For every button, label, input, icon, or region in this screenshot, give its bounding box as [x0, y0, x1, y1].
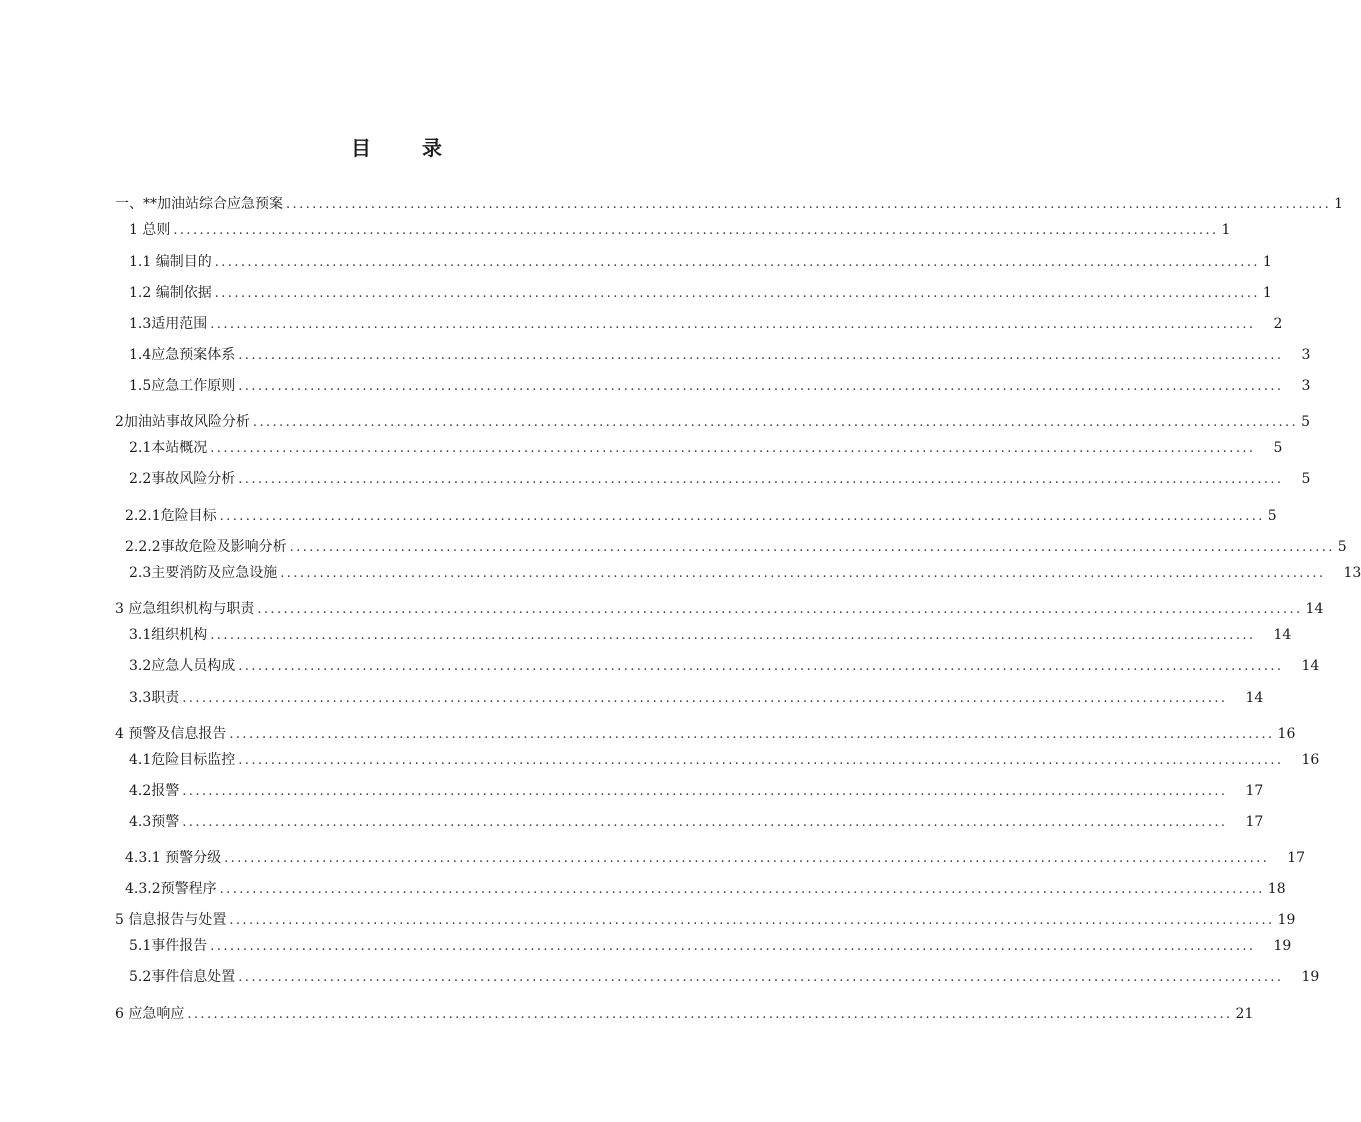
toc-entry-label: 4.3预警	[129, 814, 180, 830]
toc-entry[interactable]	[129, 936, 1292, 956]
toc-entry-page: 5	[1267, 508, 1277, 524]
dot-leader: ................................................................................................................................................................	[238, 970, 1284, 985]
toc-entry-label: 2.1本站概况	[129, 440, 208, 456]
toc-entry-label: 4.3.1 预警分级	[125, 850, 222, 866]
toc-entry-page: 13	[1343, 565, 1361, 581]
toc-entry-page: 19	[1277, 912, 1296, 928]
toc-entry-label: 1.3适用范围	[129, 316, 208, 332]
toc-entry[interactable]	[125, 506, 1277, 526]
toc-entry-label: 4.1危险目标监控	[129, 752, 236, 768]
toc-entry-label: 3 应急组织机构与职责	[115, 601, 255, 617]
toc-entry-page: 16	[1277, 726, 1296, 742]
toc-entry-page: 1	[1262, 285, 1272, 301]
toc-entry-label: 5.2事件信息处置	[129, 969, 236, 985]
toc-entry-page: 19	[1273, 938, 1292, 954]
dot-leader: ................................................................................................................................................................	[224, 851, 1270, 866]
dot-leader: ................................................................................................................................................................	[210, 939, 1256, 954]
toc-entry-label: 一、**加油站综合应急预案	[115, 196, 283, 212]
toc-entry[interactable]	[125, 879, 1286, 899]
toc-entry[interactable]	[129, 656, 1320, 676]
toc-entry-page: 14	[1245, 690, 1264, 706]
toc-entry[interactable]	[129, 563, 1361, 583]
toc-entry-page: 14	[1273, 627, 1292, 643]
toc-entry[interactable]	[129, 688, 1264, 708]
toc-entry-page: 14	[1305, 601, 1324, 617]
dot-leader: ................................................................................................................................................................	[280, 566, 1326, 581]
toc-entry[interactable]	[115, 599, 1324, 619]
dot-leader: ................................................................................................................................................................	[257, 602, 1303, 617]
toc-entry[interactable]	[129, 252, 1272, 272]
dot-leader: ................................................................................................................................................................	[289, 540, 1335, 555]
toc-entry-label: 1.4应急预案体系	[129, 347, 236, 363]
toc-entry[interactable]	[129, 967, 1320, 987]
toc-entry-label: 4.3.2预警程序	[125, 881, 217, 897]
toc-entry[interactable]	[125, 537, 1347, 557]
toc-entry[interactable]	[129, 469, 1311, 489]
toc-entry-label: 3.3职责	[129, 690, 180, 706]
toc-entry-label: 4 预警及信息报告	[115, 726, 227, 742]
dot-leader: ................................................................................................................................................................	[238, 659, 1284, 674]
toc-entry[interactable]	[115, 1004, 1254, 1024]
dot-leader: ................................................................................................................................................................	[210, 628, 1256, 643]
toc-entry[interactable]	[129, 220, 1231, 240]
toc-entry[interactable]	[129, 314, 1283, 334]
toc-entry-page: 17	[1245, 814, 1264, 830]
dot-leader: ................................................................................................................................................................	[173, 223, 1219, 238]
toc-entry-page: 18	[1267, 881, 1286, 897]
dot-leader: ................................................................................................................................................................	[238, 472, 1284, 487]
dot-leader: ................................................................................................................................................................	[214, 286, 1260, 301]
dot-leader: ................................................................................................................................................................	[229, 727, 1275, 742]
toc-entry-label: 5.1事件报告	[129, 938, 208, 954]
toc-entry-page: 3	[1301, 378, 1311, 394]
toc-entry-page: 2	[1273, 316, 1283, 332]
toc-entry-page: 19	[1301, 969, 1320, 985]
toc-entry[interactable]	[129, 781, 1264, 801]
page-title: 目 录	[351, 136, 464, 160]
dot-leader: ................................................................................................................................................................	[182, 691, 1228, 706]
toc-entry[interactable]	[129, 750, 1320, 770]
dot-leader: ................................................................................................................................................................	[214, 255, 1260, 270]
toc-entry[interactable]	[129, 438, 1283, 458]
toc-entry-page: 5	[1273, 440, 1283, 456]
toc-entry[interactable]	[129, 625, 1292, 645]
toc-entry-page: 16	[1301, 752, 1320, 768]
toc-entry-page: 1	[1262, 254, 1272, 270]
toc-entry[interactable]	[125, 848, 1306, 868]
toc-entry-label: 1.5应急工作原则	[129, 378, 236, 394]
toc-entry[interactable]	[129, 812, 1264, 832]
toc-entry[interactable]	[115, 412, 1311, 432]
toc-entry-label: 4.2报警	[129, 783, 180, 799]
dot-leader: ................................................................................................................................................................	[219, 509, 1265, 524]
dot-leader: ................................................................................................................................................................	[229, 913, 1275, 928]
toc-entry[interactable]	[115, 910, 1296, 930]
toc-entry-label: 2.2.2事故危险及影响分析	[125, 539, 287, 555]
toc-entry-label: 1 总则	[129, 222, 171, 238]
dot-leader: ................................................................................................................................................................	[238, 379, 1284, 394]
dot-leader: ................................................................................................................................................................	[252, 415, 1299, 430]
toc-entry[interactable]	[129, 345, 1311, 365]
toc-entry-page: 17	[1245, 783, 1264, 799]
toc-entry-page: 5	[1301, 414, 1311, 430]
dot-leader: ................................................................................................................................................................	[238, 753, 1284, 768]
toc-entry-label: 2.2事故风险分析	[129, 471, 236, 487]
dot-leader: ................................................................................................................................................................	[182, 815, 1228, 830]
toc-entry-label: 3.2应急人员构成	[129, 658, 236, 674]
toc-entry-page: 5	[1301, 471, 1311, 487]
dot-leader: ................................................................................................................................................................	[238, 348, 1284, 363]
toc-entry[interactable]	[129, 376, 1311, 396]
toc-entry-label: 1.2 编制依据	[129, 285, 212, 301]
toc-entry-label: 2.2.1危险目标	[125, 508, 217, 524]
toc-entry-page: 21	[1235, 1006, 1254, 1022]
toc-entry-page: 1	[1221, 222, 1231, 238]
toc-entry-label: 6 应急响应	[115, 1006, 185, 1022]
toc-entry-label: 2.3主要消防及应急设施	[129, 565, 278, 581]
toc-entry[interactable]	[129, 283, 1272, 303]
toc-entry-label: 1.1 编制目的	[129, 254, 212, 270]
dot-leader: ................................................................................................................................................................	[210, 317, 1256, 332]
toc-entry-page: 1	[1334, 196, 1344, 212]
toc-entry[interactable]	[115, 194, 1344, 214]
dot-leader: ................................................................................................................................................................	[187, 1007, 1233, 1022]
toc-entry-page: 5	[1337, 539, 1347, 555]
dot-leader: ................................................................................................................................................................	[219, 882, 1265, 897]
toc-entry-page: 3	[1301, 347, 1311, 363]
dot-leader: ................................................................................................................................................................	[286, 197, 1332, 212]
toc-entry-label: 5 信息报告与处置	[115, 912, 227, 928]
dot-leader: ................................................................................................................................................................	[210, 441, 1256, 456]
toc-entry-page: 17	[1287, 850, 1306, 866]
toc-entry-page: 14	[1301, 658, 1320, 674]
dot-leader: ................................................................................................................................................................	[182, 784, 1228, 799]
toc-entry-label: 3.1组织机构	[129, 627, 208, 643]
toc-entry[interactable]	[115, 724, 1296, 744]
toc-entry-label: 2加油站事故风险分析	[115, 414, 250, 430]
